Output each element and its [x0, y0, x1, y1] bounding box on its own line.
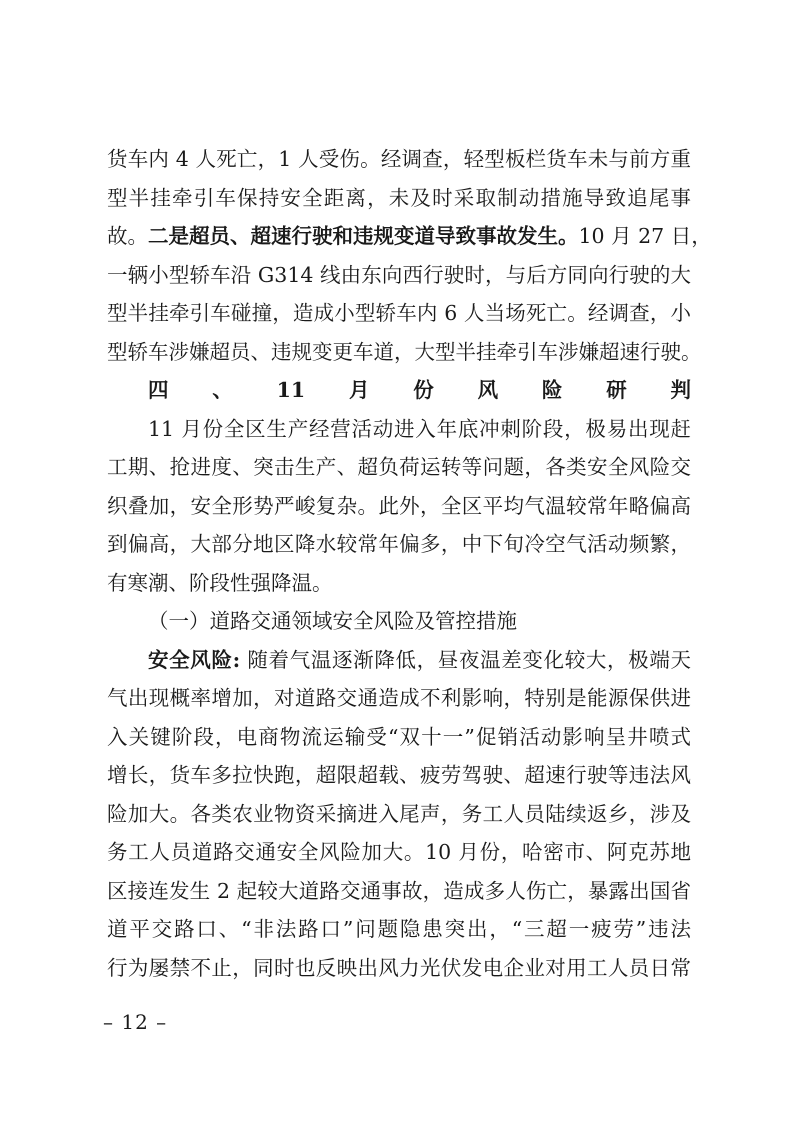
- text-span: 货车内 4 人死亡，1 人受伤。经调查，轻型板栏货车未与前方重: [107, 147, 691, 171]
- text-span: 型轿车涉嫌超员、违规变更车道，大型半挂牵引车涉嫌超速行驶。: [107, 339, 702, 364]
- text-span: 型半挂牵引车保持安全距离，未及时采取制动措施导致追尾事: [107, 185, 691, 210]
- text-line: [107, 256, 691, 295]
- text-line: [107, 756, 691, 795]
- text-line-content: [107, 448, 691, 487]
- text-span: （一）道路交通领域安全风险及管控措施: [148, 609, 517, 633]
- text-span: 故。: [107, 224, 148, 248]
- text-line: [107, 487, 691, 526]
- text-line-content: [107, 256, 691, 295]
- text-line-content: [148, 602, 691, 641]
- text-span: 险加大。各类农业物资采摘进入尾声，务工人员陆续返乡，涉及: [107, 801, 691, 826]
- text-line-content: [107, 179, 691, 218]
- text-line: [107, 525, 691, 564]
- text-line-content: [107, 487, 691, 526]
- text-line: [107, 140, 691, 179]
- text-line-content: [107, 718, 691, 757]
- text-line: [107, 795, 691, 834]
- text-line: [107, 179, 691, 218]
- text-line-content: [107, 294, 691, 333]
- text-line-content: [107, 795, 691, 834]
- text-line-content: [148, 641, 691, 680]
- text-line: [107, 602, 691, 641]
- text-span: 一辆小型轿车沿 G314 线由东向西行驶时，与后方同向行驶的大: [107, 262, 691, 287]
- text-line-content: [107, 949, 691, 988]
- text-span: 工期、抢进度、突击生产、超负荷运转等问题，各类安全风险交: [107, 455, 691, 479]
- text-line: [107, 410, 691, 449]
- text-line-content: [107, 756, 691, 795]
- body-text: [107, 140, 712, 987]
- text-line: [107, 294, 691, 333]
- text-span: 型半挂牵引车碰撞，造成小型轿车内 6 人当场死亡。经调查，小: [107, 301, 691, 325]
- text-line: [107, 833, 691, 872]
- text-span: 道平交路口、“非法路口”问题隐患突出，“三超一疲劳”违法: [107, 917, 691, 941]
- bold-text: 安全风险:: [148, 647, 241, 672]
- text-span: 入关键阶段，电商物流运输受“双十一”促销活动影响呈井喷式: [107, 724, 691, 749]
- text-span: 有寒潮、阶段性强降温。: [107, 570, 333, 595]
- text-span: 随着气温逐渐降低，昼夜温差变化较大，极端天: [240, 647, 691, 672]
- text-line-content: [107, 564, 691, 603]
- text-line: [107, 448, 691, 487]
- text-line-content: [107, 525, 691, 564]
- text-span: 织叠加，安全形势严峻复杂。此外，全区平均气温较常年略偏高: [107, 493, 691, 518]
- text-line-content: [107, 872, 691, 911]
- bold-text: 二是超员、超速行驶和违规变道导致事故发生。: [148, 224, 579, 248]
- text-span: 气出现概率增加，对道路交通造成不利影响，特别是能源保供进: [107, 686, 691, 710]
- text-span: 10 月 27 日，: [578, 224, 712, 248]
- text-line-content: [107, 333, 702, 372]
- text-span: 行为屡禁不止，同时也反映出风力光伏发电企业对用工人员日常: [107, 955, 691, 980]
- text-line: [107, 872, 691, 911]
- text-span: 务工人员道路交通安全风险加大。10 月份，哈密市、阿克苏地: [107, 840, 691, 864]
- text-line-content: [107, 679, 691, 718]
- text-line: [107, 718, 691, 757]
- page-number: – 12 –: [103, 1010, 168, 1034]
- text-line: [107, 949, 691, 988]
- text-line: [107, 564, 691, 603]
- text-line-content: [107, 910, 691, 949]
- text-line: [107, 910, 691, 949]
- text-line: [107, 333, 702, 372]
- text-line: [107, 217, 712, 256]
- text-span: 区接连发生 2 起较大道路交通事故，造成多人伤亡，暴露出国省: [107, 878, 691, 903]
- text-line-content: [148, 410, 691, 449]
- text-line-content: [148, 371, 691, 410]
- text-line-content: [107, 217, 712, 256]
- text-line-content: [107, 833, 691, 872]
- bold-text: 四、11月份风险研判: [148, 378, 691, 402]
- text-span: 增长，货车多拉快跑，超限超载、疲劳驾驶、超速行驶等违法风: [107, 763, 691, 787]
- text-line-content: [107, 140, 691, 179]
- section-heading: [107, 371, 691, 410]
- text-span: 到偏高，大部分地区降水较常年偏多，中下旬冷空气活动频繁，: [107, 532, 691, 556]
- text-line: [107, 679, 691, 718]
- text-span: 11 月份全区生产经营活动进入年底冲刺阶段，极易出现赶: [148, 416, 691, 441]
- text-line: [107, 641, 691, 680]
